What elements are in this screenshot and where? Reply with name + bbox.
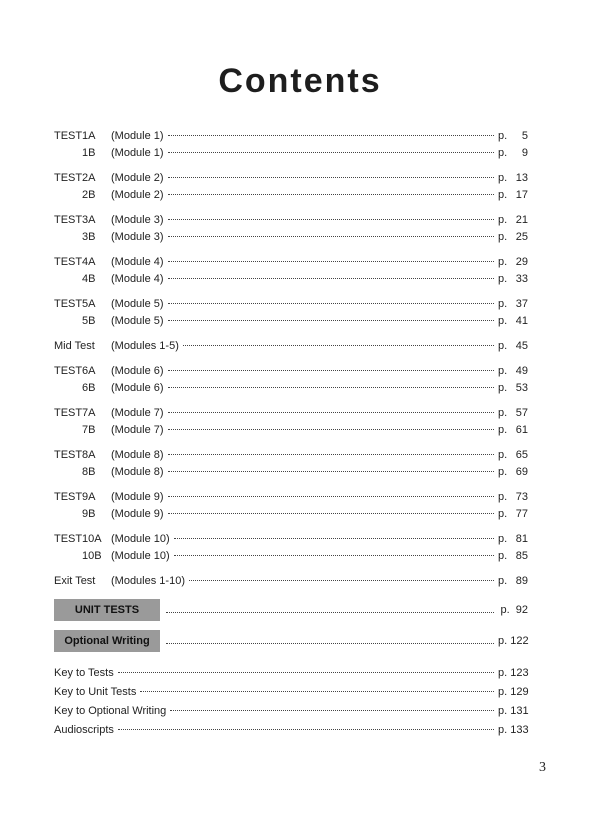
toc-entry[interactable] xyxy=(54,363,528,380)
page-value: 13 xyxy=(515,172,528,184)
entry-code: 4B xyxy=(82,273,96,285)
entry-code: 5B xyxy=(82,315,96,327)
entry-code: 8A xyxy=(82,449,96,461)
key-entry[interactable] xyxy=(54,664,528,683)
entry-code: 1B xyxy=(82,147,96,159)
entry-prefix: TEST xyxy=(54,449,83,461)
toc-entry[interactable] xyxy=(54,338,528,355)
entry-module: (Module 10) xyxy=(111,550,170,562)
page-abbrev: p. xyxy=(498,298,508,310)
page-value: 65 xyxy=(515,449,528,461)
leader-dots xyxy=(168,261,494,262)
page-reference: p. 122 xyxy=(498,635,529,647)
page-abbrev: p. xyxy=(498,340,508,352)
page-reference xyxy=(498,464,528,481)
page-abbrev: p. xyxy=(498,491,508,503)
page-reference xyxy=(498,212,528,229)
entry-code: 10A xyxy=(82,533,102,545)
entry-module: (Module 6) xyxy=(111,382,164,394)
page-value: 5 xyxy=(521,130,528,142)
leader-dots xyxy=(168,513,494,514)
page-abbrev: p. xyxy=(498,424,508,436)
page-number: 3 xyxy=(539,760,546,775)
page-reference xyxy=(498,405,528,422)
page-value: 89 xyxy=(515,575,528,587)
section-label: Optional Writing xyxy=(54,630,160,652)
key-label: Key to Unit Tests xyxy=(54,686,137,698)
page-value: 77 xyxy=(515,508,528,520)
page-abbrev: p. xyxy=(498,256,508,268)
key-entry[interactable] xyxy=(54,683,528,702)
entry-title: Exit Test xyxy=(54,575,96,587)
toc-entry[interactable] xyxy=(54,296,528,313)
entry-module: (Modules 1-5) xyxy=(111,340,179,352)
key-label: Audioscripts xyxy=(54,724,114,736)
toc-entry[interactable] xyxy=(54,170,528,187)
section-entry[interactable] xyxy=(54,599,528,621)
page-reference: p. 133 xyxy=(498,724,529,736)
leader-dots xyxy=(168,496,494,497)
entry-module: (Module 4) xyxy=(111,273,164,285)
page-value: 57 xyxy=(515,407,528,419)
leader-dots xyxy=(168,471,494,472)
toc-entry[interactable] xyxy=(54,447,528,464)
leader-dots xyxy=(168,278,494,279)
page-abbrev: p. xyxy=(498,382,508,394)
page-reference xyxy=(498,489,528,506)
page-reference xyxy=(498,422,528,439)
leader-dots xyxy=(140,691,494,692)
entry-code: 7B xyxy=(82,424,96,436)
leader-dots xyxy=(166,612,494,613)
leader-dots xyxy=(168,219,494,220)
entry-module: (Module 7) xyxy=(111,424,164,436)
page-value: 33 xyxy=(515,273,528,285)
page-value: 73 xyxy=(515,491,528,503)
page-value: 85 xyxy=(515,550,528,562)
page-value: 29 xyxy=(515,256,528,268)
entry-prefix: TEST xyxy=(54,130,83,142)
entry-module: (Module 8) xyxy=(111,449,164,461)
page-reference xyxy=(498,573,528,590)
entry-code: 3A xyxy=(82,214,96,226)
toc-entry[interactable] xyxy=(54,254,528,271)
entry-code: 6A xyxy=(82,365,96,377)
key-entry[interactable] xyxy=(54,702,528,721)
entry-code: 8B xyxy=(82,466,96,478)
toc-entry[interactable] xyxy=(54,548,528,565)
page-abbrev: p. xyxy=(498,533,508,545)
entry-module: (Module 8) xyxy=(111,466,164,478)
toc-entry[interactable] xyxy=(54,422,528,439)
leader-dots xyxy=(168,177,494,178)
page-value: 17 xyxy=(515,189,528,201)
page-value: 41 xyxy=(515,315,528,327)
leader-dots xyxy=(168,236,494,237)
leader-dots xyxy=(174,538,494,539)
test-entries xyxy=(54,128,528,590)
entry-prefix: TEST xyxy=(54,214,83,226)
toc-entry[interactable] xyxy=(54,464,528,481)
page-title: Contents xyxy=(218,62,382,100)
entry-module: (Module 7) xyxy=(111,407,164,419)
leader-dots xyxy=(168,387,494,388)
page-reference xyxy=(498,145,528,162)
entry-module: (Module 9) xyxy=(111,491,164,503)
entry-code: 3B xyxy=(82,231,96,243)
page-abbrev: p. xyxy=(498,365,508,377)
entry-module: (Module 10) xyxy=(111,533,170,545)
page-value: 61 xyxy=(515,424,528,436)
page-reference: p. 131 xyxy=(498,705,529,717)
page-abbrev: p. xyxy=(498,214,508,226)
entry-module: (Module 5) xyxy=(111,298,164,310)
page-reference xyxy=(498,187,528,204)
page-reference xyxy=(498,271,528,288)
entry-code: 6B xyxy=(82,382,96,394)
page-abbrev: p. xyxy=(498,130,508,142)
toc-entry[interactable] xyxy=(54,212,528,229)
leader-dots xyxy=(168,194,494,195)
entry-module: (Module 3) xyxy=(111,231,164,243)
toc-entry[interactable] xyxy=(54,271,528,288)
entry-code: 2A xyxy=(82,172,96,184)
entry-code: 7A xyxy=(82,407,96,419)
page-reference xyxy=(498,254,528,271)
key-label: Key to Tests xyxy=(54,667,114,679)
entry-code: 5A xyxy=(82,298,96,310)
page-reference xyxy=(498,363,528,380)
page-reference xyxy=(498,313,528,330)
page-abbrev: p. xyxy=(498,147,508,159)
toc-entry[interactable] xyxy=(54,489,528,506)
page-abbrev: p. xyxy=(498,273,508,285)
page-abbrev: p. xyxy=(498,508,508,520)
entry-prefix: TEST xyxy=(54,298,83,310)
page-abbrev: p. xyxy=(498,407,508,419)
page-value: 53 xyxy=(515,382,528,394)
entry-title: Mid Test xyxy=(54,340,95,352)
entry-module: (Module 5) xyxy=(111,315,164,327)
toc-entry[interactable] xyxy=(54,313,528,330)
toc-entry[interactable] xyxy=(54,573,528,590)
toc-entry[interactable] xyxy=(54,531,528,548)
entry-code: 9A xyxy=(82,491,96,503)
leader-dots xyxy=(168,370,494,371)
page-abbrev: p. xyxy=(498,466,508,478)
page-abbrev: p. xyxy=(498,189,508,201)
key-label: Key to Optional Writing xyxy=(54,705,167,717)
entry-prefix: TEST xyxy=(54,172,83,184)
key-entries xyxy=(54,664,528,740)
page-reference xyxy=(498,128,528,145)
page-value: 21 xyxy=(515,214,528,226)
page-abbrev: p. xyxy=(498,575,508,587)
entry-prefix: TEST xyxy=(54,533,83,545)
page-value: 81 xyxy=(515,533,528,545)
leader-dots xyxy=(168,152,494,153)
page-reference xyxy=(498,338,528,355)
page-reference xyxy=(498,548,528,565)
page-reference: p. 92 xyxy=(500,604,528,616)
entry-code: 4A xyxy=(82,256,96,268)
entry-module: (Modules 1-10) xyxy=(111,575,185,587)
page-abbrev: p. xyxy=(498,172,508,184)
entry-module: (Module 2) xyxy=(111,172,164,184)
page-abbrev: p. xyxy=(498,231,508,243)
page-value: 9 xyxy=(521,147,528,159)
leader-dots xyxy=(183,345,494,346)
entry-module: (Module 4) xyxy=(111,256,164,268)
leader-dots xyxy=(118,729,494,730)
page-value: 25 xyxy=(515,231,528,243)
entry-prefix: TEST xyxy=(54,407,83,419)
page-value: 49 xyxy=(515,365,528,377)
toc-entry[interactable] xyxy=(54,506,528,523)
page-reference: p. 123 xyxy=(498,667,529,679)
page-value: 69 xyxy=(515,466,528,478)
entry-module: (Module 1) xyxy=(111,147,164,159)
toc-entry[interactable] xyxy=(54,145,528,162)
entry-code: 1A xyxy=(82,130,96,142)
entry-module: (Module 9) xyxy=(111,508,164,520)
entry-module: (Module 2) xyxy=(111,189,164,201)
entry-code: 9B xyxy=(82,508,96,520)
leader-dots xyxy=(118,672,494,673)
leader-dots xyxy=(168,429,494,430)
entry-code: 10B xyxy=(82,550,102,562)
page-reference xyxy=(498,380,528,397)
page-reference: p. 129 xyxy=(498,686,529,698)
entry-module: (Module 1) xyxy=(111,130,164,142)
page-reference xyxy=(498,170,528,187)
leader-dots xyxy=(166,643,494,644)
entry-module: (Module 6) xyxy=(111,365,164,377)
entry-module: (Module 3) xyxy=(111,214,164,226)
page-abbrev: p. xyxy=(498,550,508,562)
page-value: 37 xyxy=(515,298,528,310)
leader-dots xyxy=(168,454,494,455)
leader-dots xyxy=(168,303,494,304)
toc-entry[interactable] xyxy=(54,229,528,246)
page-abbrev: p. xyxy=(498,315,508,327)
leader-dots xyxy=(168,320,494,321)
page-reference xyxy=(498,531,528,548)
leader-dots xyxy=(174,555,494,556)
leader-dots xyxy=(168,135,494,136)
entry-code: 2B xyxy=(82,189,96,201)
key-entry[interactable] xyxy=(54,721,528,740)
section-entry[interactable] xyxy=(54,630,528,652)
leader-dots xyxy=(168,412,494,413)
page-reference xyxy=(498,447,528,464)
toc-entry[interactable] xyxy=(54,187,528,204)
page-reference xyxy=(498,506,528,523)
section-label: UNIT TESTS xyxy=(54,599,160,621)
page-reference xyxy=(498,229,528,246)
page-abbrev: p. xyxy=(498,449,508,461)
entry-prefix: TEST xyxy=(54,365,83,377)
toc-entry[interactable] xyxy=(54,380,528,397)
entry-prefix: TEST xyxy=(54,256,83,268)
page-reference xyxy=(498,296,528,313)
page-value: 45 xyxy=(515,340,528,352)
toc-entry[interactable] xyxy=(54,128,528,145)
leader-dots xyxy=(170,710,494,711)
section-entries xyxy=(54,599,528,652)
leader-dots xyxy=(189,580,494,581)
toc-entry[interactable] xyxy=(54,405,528,422)
entry-prefix: TEST xyxy=(54,491,83,503)
table-of-contents xyxy=(54,128,528,740)
